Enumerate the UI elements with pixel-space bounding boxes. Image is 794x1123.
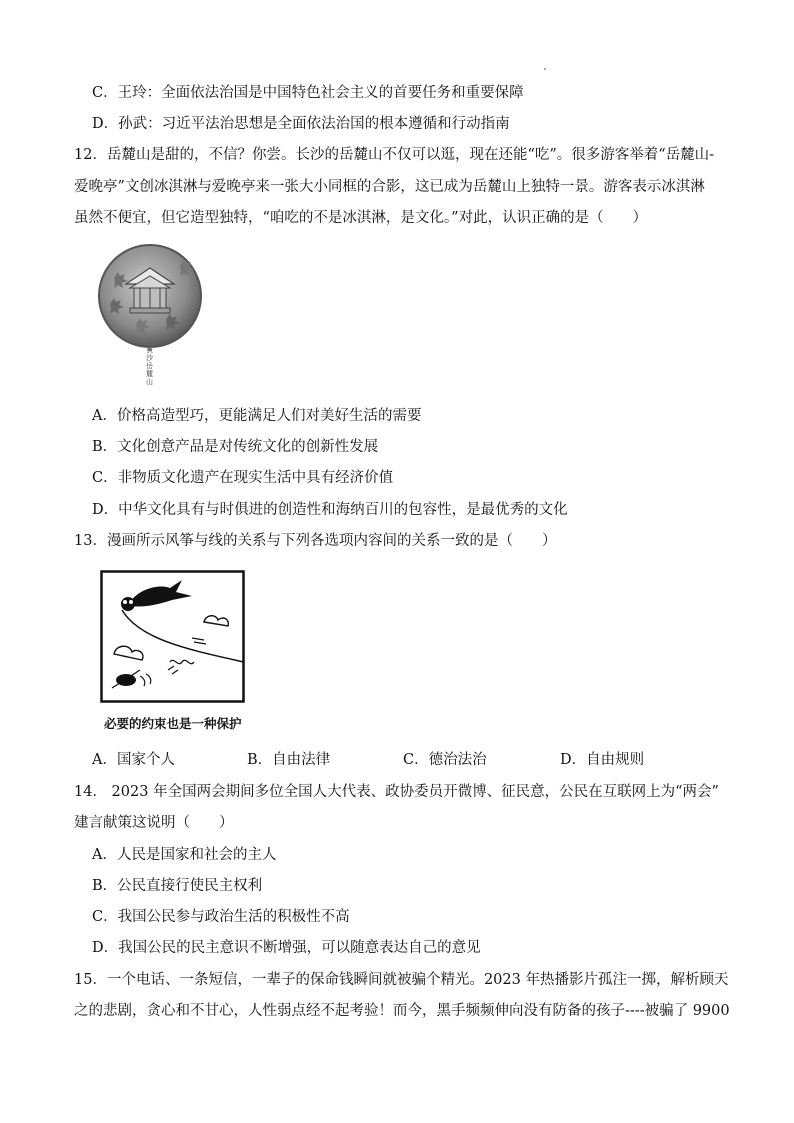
q12-stem-line2: 爱晚亭”文创冰淇淋与爱晚亭来一张大小同框的合影，这已成为岳麓山上独特一景。游客表示冰淇淋 — [74, 179, 705, 195]
q11-option-c: C．王玲：全面依法治国是中国特色社会主义的首要任务和重要保障 — [92, 85, 524, 101]
q13-option-d: D．自由规则 — [560, 752, 645, 768]
q14-stem-line2: 建言献策这说明（ ） — [74, 815, 234, 831]
kite-cartoon — [100, 570, 246, 704]
q12-option-a: A．价格高造型巧，更能满足人们对美好生活的需要 — [92, 408, 422, 424]
q11-option-d: D．孙武：习近平法治思想是全面依法治国的根本遵循和行动指南 — [92, 116, 510, 132]
q15-stem-line1: 15．一个电话、一条短信，一辈子的保命钱瞬间就被骗个精光。2023 年热播影片孤注一掷，解析顾天 — [74, 972, 729, 988]
q14-option-b: B．公民直接行使民主权利 — [92, 878, 263, 894]
q14-option-c: C．我国公民参与政治生活的积极性不高 — [92, 909, 350, 925]
q13-option-c: C．德治法治 — [403, 752, 487, 768]
q13-stem: 13．漫画所示风筝与线的关系与下列各选项内容间的关系一致的是（ ） — [74, 533, 557, 549]
q12-stem-line3: 虽然不便宜，但它造型独特，“咱吃的不是冰淇淋，是文化。”对此，认识正确的是（ ） — [74, 210, 648, 226]
q14-option-d: D．我国公民的民主意识不断增强，可以随意表达自己的意见 — [92, 940, 481, 956]
q14-option-a: A．人民是国家和社会的主人 — [92, 847, 277, 863]
q12-option-d: D．中华文化具有与时俱进的创造性和海纳百川的包容性，是最优秀的文化 — [92, 502, 568, 518]
cartoon-caption: 必要的约束也是一种保护 — [104, 716, 242, 731]
q12-option-c: C．非物质文化遗产在现实生活中具有经济价值 — [92, 470, 394, 486]
q13-option-b: B．自由法律 — [247, 752, 331, 768]
q13-option-a: A．国家个人 — [92, 752, 175, 768]
q15-stem-line2: 之的悲剧，贪心和不甘心，人性弱点经不起考验！而今，黑手频频伸向没有防备的孩子----被骗了 9900 — [74, 1003, 730, 1019]
scan-speck — [544, 68, 546, 70]
q12-option-b: B．文化创意产品是对传统文化的创新性发展 — [92, 439, 379, 455]
q14-stem-line1: 14． 2023 年全国两会期间多位全国人大代表、政协委员开微博、征民意，公民在互联网上为“两会” — [74, 784, 719, 800]
ice-cream-image-label: 长沙 岳麓山 — [146, 346, 153, 386]
q12-stem-line1: 12．岳麓山是甜的，不信？你尝。长沙的岳麓山不仅可以逛，现在还能“吃”。很多游客举着“岳麓山- — [74, 147, 715, 163]
